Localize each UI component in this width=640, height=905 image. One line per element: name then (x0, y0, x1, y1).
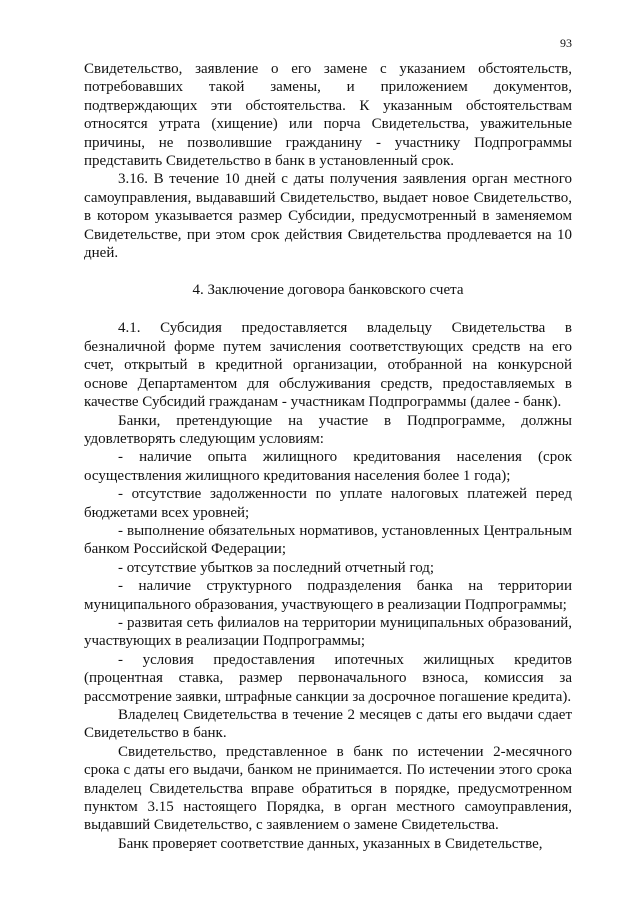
paragraph-submission-deadline: Владелец Свидетельства в течение 2 месяцев с даты его выдачи сдает Свидетельство в банк. (84, 707, 572, 742)
list-item-branch-network: - развитая сеть филиалов на территории муниципальных образований, участвующих в реализации Подпрограммы; (84, 614, 572, 650)
document-body (84, 60, 572, 853)
list-item-branch-presence: - наличие структурного подразделения банка на территории муниципального образования, участвующего в реализации Подпрограммы; (84, 578, 572, 613)
paragraph-bank-check: Банк проверяет соответствие данных, указанных в Свидетельстве, (118, 835, 543, 852)
paragraph-bank-requirements: Банки, претендующие на участие в Подпрограмме, должны удовлетворять следующим условиям: (84, 412, 572, 447)
paragraph-4-1: 4.1. Субсидия предоставляется владельцу Свидетельства в безналичной форме путем зачисления соответствующих средств на его счет, открытый в кредитной организации, отобранной на конкурсной основе Департаментом для обслуживания средств, предоставляемых в качестве Субсидий гражданам - участникам Подпрограммы (далее - банк). (84, 320, 572, 411)
list-item-mandatory-standards: - выполнение обязательных нормативов, установленных Центральным банком Российской Федерации; (84, 522, 572, 558)
paragraph-late-submission: Свидетельство, представленное в банк по истечении 2-месячного срока с даты его выдачи, банком не принимается. По истечении этого срока владелец Свидетельства вправе обратиться в порядке, предусмотренном пунктом 3.15 настоящего Порядка, в орган местного самоуправления, выдавший Свидетельство, с заявлением о замене Свидетельства. (84, 743, 572, 834)
paragraph-continuation: Свидетельство, заявление о его замене с указанием обстоятельств, потребовавших такой замены, и приложением документов, подтверждающих эти обстоятельства. К указанным обстоятельствам относятся утрата (хищение) или порча Свидетельства, уважительные причины, не позволившие гражданину - участнику Подпрограммы представить Свидетельство в банк в установленный срок. (84, 61, 572, 170)
list-item-no-losses: - отсутствие убытков за последний отчетный год; (118, 559, 435, 576)
paragraph-3-16: 3.16. В течение 10 дней с даты получения заявления орган местного самоуправления, выдававший Свидетельство, выдает новое Свидетельство, в котором указывается размер Субсидии, предусмотренный в заменяемом Свидетельстве, при этом срок действия Свидетельства продлевается на 10 дней. (84, 171, 572, 262)
page-number: 93 (560, 36, 572, 50)
list-item-credit-experience: - наличие опыта жилищного кредитования населения (срок осуществления жилищного кредитования населения более 1 года); (84, 449, 572, 484)
section-heading: 4. Заключение договора банковского счета (192, 282, 464, 299)
list-item-mortgage-terms: - условия предоставления ипотечных жилищных кредитов (процентная ставка, размер первоначального взноса, комиссия за рассмотрение заявки, штрафные санкции за досрочное погашение кредита). (84, 651, 572, 705)
list-item-no-tax-debt: - отсутствие задолженности по уплате налоговых платежей перед бюджетами всех уровней; (84, 486, 572, 521)
